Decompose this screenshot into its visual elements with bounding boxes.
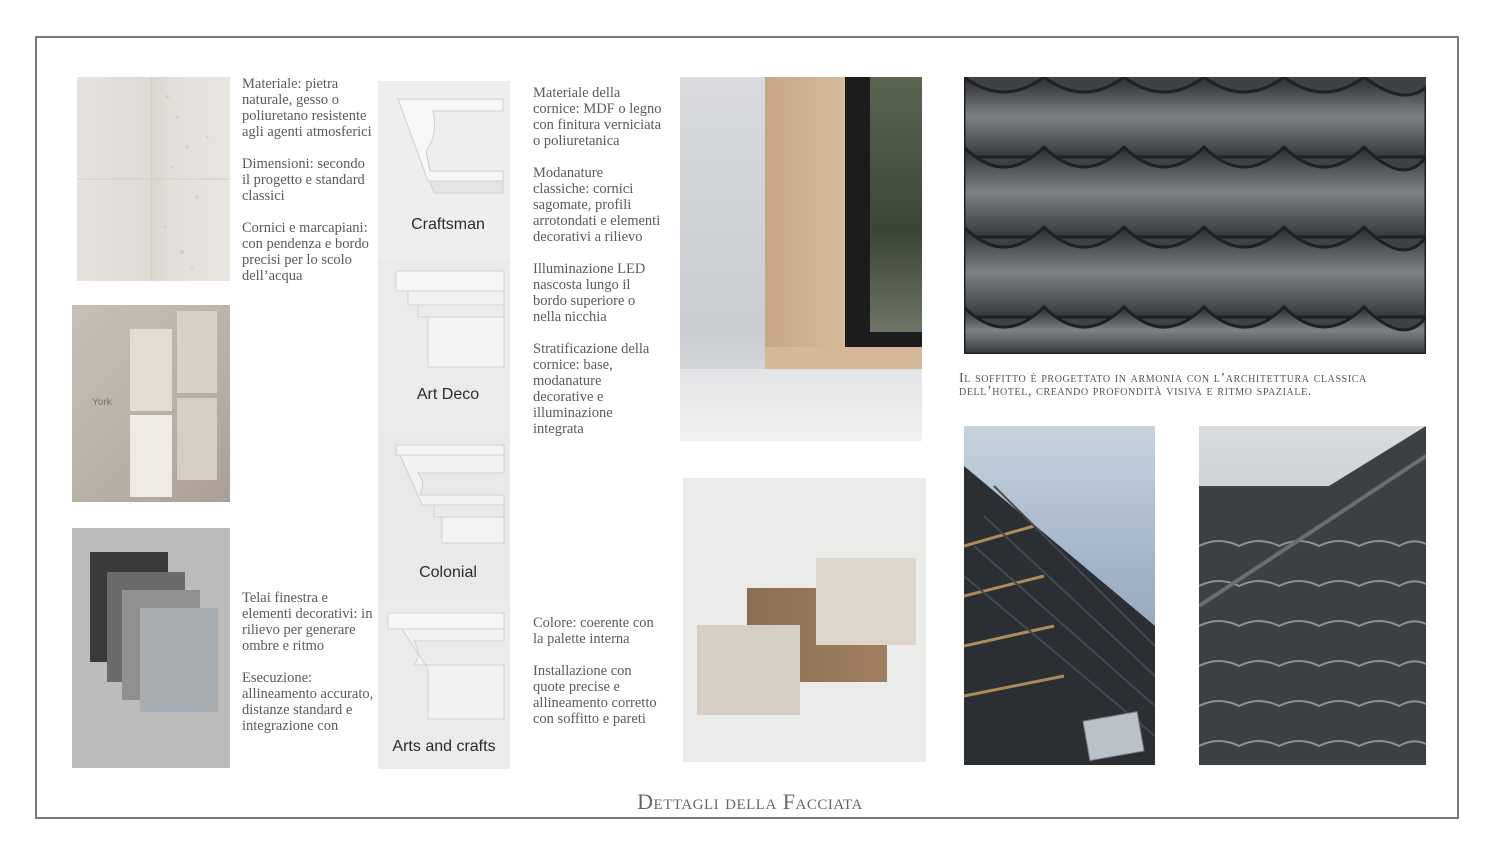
note-text: Installazione con quote precise e allineamento corretto con soffitto e pareti [533, 663, 657, 727]
note-text: Telai finestra e elementi decorativi: in rilievo per generare ombre e ritmo [242, 590, 373, 654]
note-text: Cornici e marcapiani: con pendenza e bordo precisi per lo scolo dell’acqua [242, 220, 369, 284]
note-text: Materiale: pietra naturale, gesso o poliuretano resistente agli agenti atmosferici [242, 76, 372, 140]
note-text: Illuminazione LED nascosta lungo il bordo superiore o nella nicchia [533, 261, 646, 325]
foliage [870, 77, 922, 332]
stone-sample [697, 625, 800, 715]
note-text: Dimensioni: secondo il progetto e standard classici [242, 156, 365, 204]
slate-roof-photo [964, 426, 1155, 765]
note-text: Modanature classiche: cornici sagomate, profili arrotondati e elementi decorativi a rilievo [533, 165, 661, 245]
cornice-arts-and-crafts-photo [378, 599, 510, 769]
cornice-art-deco-photo [378, 259, 510, 433]
note-text: Stratificazione della cornice: base, modanature decorative e illuminazione integrata [533, 341, 650, 437]
cornice-label: Art Deco [416, 386, 480, 403]
wall-below [680, 369, 922, 441]
cornice-notes-top [533, 85, 663, 453]
grey-samples-photo [72, 528, 230, 768]
note-text: Colore: coerente con la palette interna [533, 615, 654, 647]
metal-roof-closeup-photo [964, 77, 1426, 354]
cornice-label: Colonial [419, 564, 477, 581]
cornice-craftsman-photo [378, 81, 510, 259]
swatch-tile [130, 329, 172, 411]
swatch-label-york: York [92, 397, 112, 408]
note-text: Esecuzione: allineamento accurato, distanze standard e integrazione con [242, 670, 374, 734]
sample-tile [140, 608, 218, 712]
wood-sill [765, 347, 922, 369]
cornice-label: Arts and crafts [392, 738, 496, 755]
material-samples-photo [683, 478, 926, 762]
cornice-label: Craftsman [411, 216, 485, 233]
stone-sample [816, 558, 916, 645]
swatch-tile [177, 398, 217, 480]
stone-texture-photo [77, 77, 230, 281]
cornice-notes-bottom [533, 615, 658, 743]
material-notes-top [242, 76, 372, 300]
roof-caption: Il soffitto è progettato in armonia con l’architettura classica dell’hotel, creando profondità visiva e ritmo spaziale. [959, 371, 1367, 399]
cornice-colonial-photo [378, 433, 510, 599]
material-notes-bottom [242, 590, 374, 750]
swatch-tile [130, 415, 172, 497]
window-sill-photo [680, 77, 922, 441]
metal-tile-roof-photo [1199, 426, 1426, 765]
note-text: Materiale della cornice: MDF o legno con finitura verniciata o poliuretanica [533, 85, 662, 149]
stone-swatches-photo [72, 305, 230, 502]
page-title: Dettagli della Facciata [637, 789, 863, 814]
swatch-tile [177, 311, 217, 393]
